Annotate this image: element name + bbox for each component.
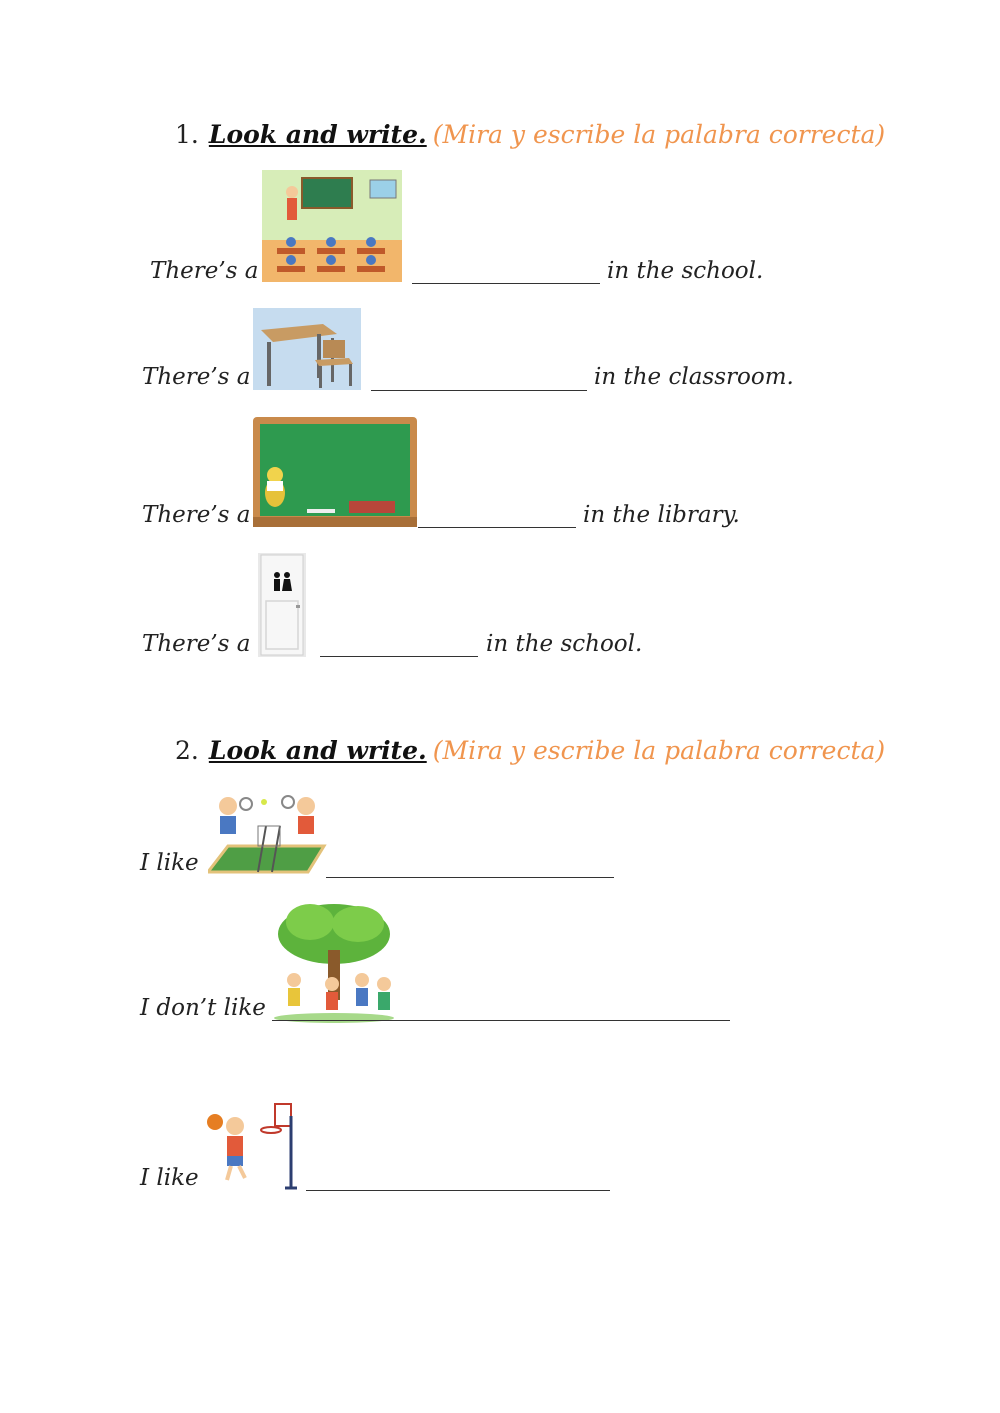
item-2-answer-blank[interactable] bbox=[371, 390, 587, 391]
item-5-answer-blank[interactable] bbox=[326, 877, 614, 878]
item-2-suffix: in the classroom. bbox=[594, 364, 794, 390]
item-4-suffix: in the school. bbox=[486, 631, 643, 657]
section-2-title: Look and write. bbox=[208, 736, 427, 765]
toilet-door-icon bbox=[258, 553, 306, 657]
classroom-icon bbox=[262, 170, 402, 282]
item-1-prefix: There’s a bbox=[150, 258, 259, 284]
item-1-suffix: in the school. bbox=[607, 258, 764, 284]
tennis-icon bbox=[208, 792, 328, 874]
item-3-suffix: in the library. bbox=[583, 502, 740, 528]
section-2-heading bbox=[175, 736, 885, 765]
basketball-icon bbox=[205, 1102, 305, 1190]
section-1-hint: (Mira y escribe la palabra correcta) bbox=[432, 120, 886, 149]
item-7-prefix: I like bbox=[140, 1165, 199, 1191]
item-4-answer-blank[interactable] bbox=[320, 656, 478, 657]
item-4-prefix: There’s a bbox=[142, 631, 251, 657]
section-2-hint: (Mira y escribe la palabra correcta) bbox=[432, 736, 886, 765]
item-2-prefix: There’s a bbox=[142, 364, 251, 390]
item-7-answer-blank[interactable] bbox=[306, 1190, 610, 1191]
section-1-number: 1. bbox=[175, 120, 199, 149]
item-5-prefix: I like bbox=[140, 850, 199, 876]
blackboard-icon bbox=[253, 417, 417, 527]
desk-icon bbox=[253, 308, 361, 390]
item-3-answer-blank[interactable] bbox=[418, 527, 576, 528]
section-2-number: 2. bbox=[175, 736, 199, 765]
playing-in-park-icon bbox=[270, 900, 398, 1024]
item-3-prefix: There’s a bbox=[142, 502, 251, 528]
item-6-answer-blank[interactable] bbox=[272, 1020, 730, 1021]
section-1-heading bbox=[175, 120, 885, 149]
item-6-prefix: I don’t like bbox=[140, 995, 266, 1021]
item-1-answer-blank[interactable] bbox=[412, 283, 600, 284]
section-1-title: Look and write. bbox=[208, 120, 427, 149]
